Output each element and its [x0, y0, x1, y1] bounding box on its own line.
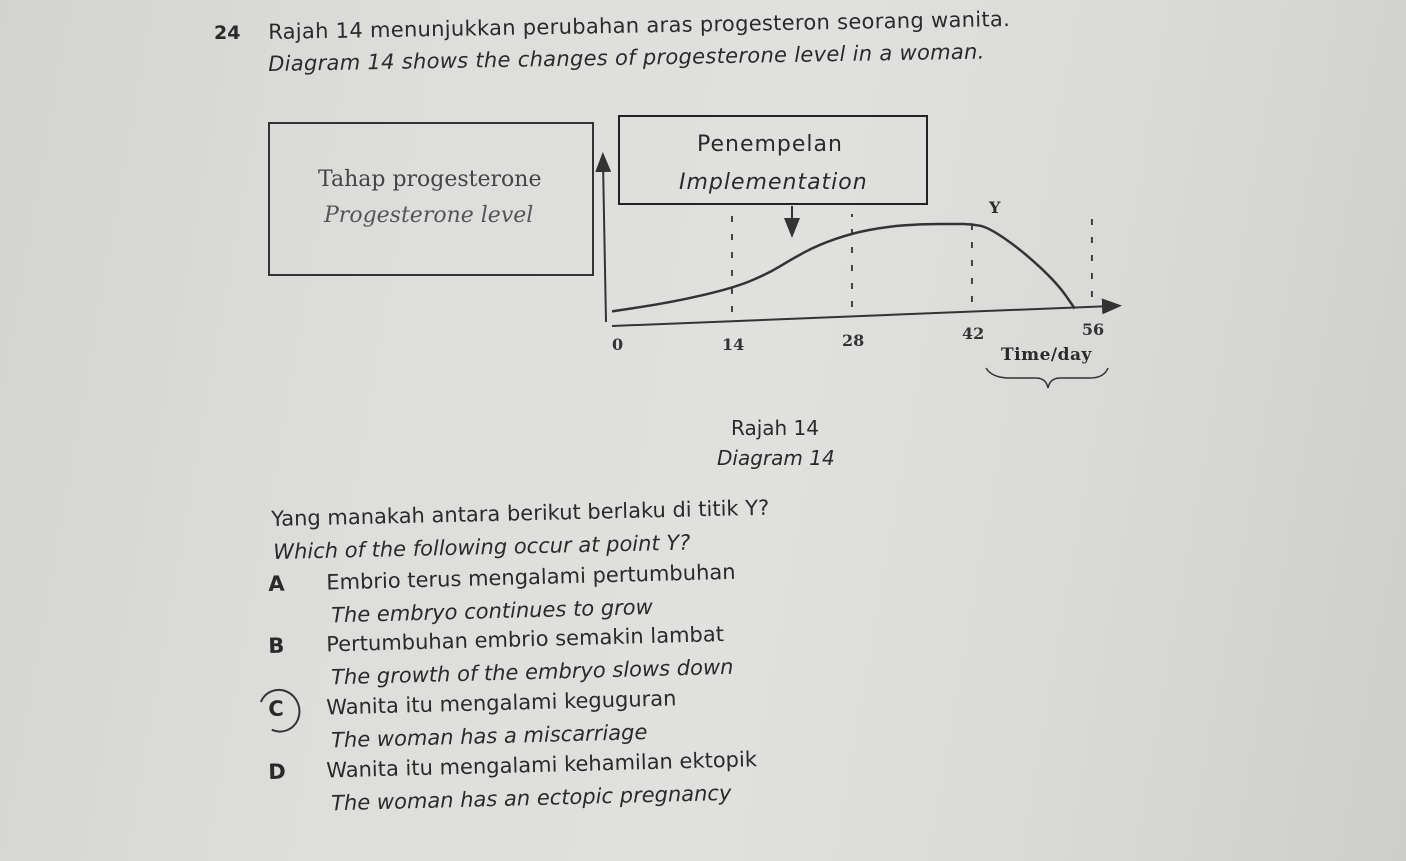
y-axis-label-english: Progesterone level [324, 203, 534, 228]
x-axis-label: Time/day [1001, 345, 1092, 365]
point-y-label: Y [989, 198, 1001, 217]
option-letter: C [268, 696, 285, 721]
x-tick-label: 42 [961, 324, 985, 343]
y-axis-label-malay: Tahap progesterone [318, 167, 542, 192]
x-axis [612, 306, 1112, 326]
x-tick-label: 0 [612, 335, 624, 354]
question-number: 24 [214, 22, 241, 44]
diagram-caption-malay: Rajah 14 [731, 416, 820, 440]
option-letter: A [268, 571, 285, 596]
question-title-english: Diagram 14 shows the changes of progesterone level in a woman. [268, 39, 985, 76]
prompt-english: Which of the following occur at point Y? [273, 530, 691, 564]
option-text-malay: Wanita itu mengalami kehamilan ektopik [325, 747, 758, 783]
option-text-english: The woman has a miscarriage [330, 720, 648, 753]
progesterone-curve [612, 224, 1075, 311]
option-letter: B [268, 633, 285, 658]
diagram-caption-english: Diagram 14 [717, 446, 835, 470]
prompt-malay: Yang manakah antara berikut berlaku di titik Y? [271, 495, 770, 531]
option-text-malay: Pertumbuhan embrio semakin lambat [325, 622, 725, 657]
implementation-label-malay: Penempelan [697, 132, 843, 157]
option-text-english: The growth of the embryo slows down [330, 654, 734, 690]
time-label-brace [986, 368, 1108, 388]
x-tick-label: 56 [1081, 320, 1105, 339]
option-text-malay: Embrio terus mengalami pertumbuhan [325, 559, 736, 595]
implementation-label-english: Implementation [679, 170, 868, 195]
option-text-english: The embryo continues to grow [330, 594, 654, 628]
option-text-english: The woman has an ectopic pregnancy [330, 780, 732, 816]
option-letter: D [268, 759, 287, 784]
question-title-malay: Rajah 14 menunjukkan perubahan aras progesteron seorang wanita. [268, 7, 1011, 44]
x-tick-label: 14 [721, 335, 745, 354]
option-text-malay: Wanita itu mengalami keguguran [325, 686, 677, 720]
y-axis [603, 162, 606, 322]
x-tick-label: 28 [841, 331, 865, 350]
